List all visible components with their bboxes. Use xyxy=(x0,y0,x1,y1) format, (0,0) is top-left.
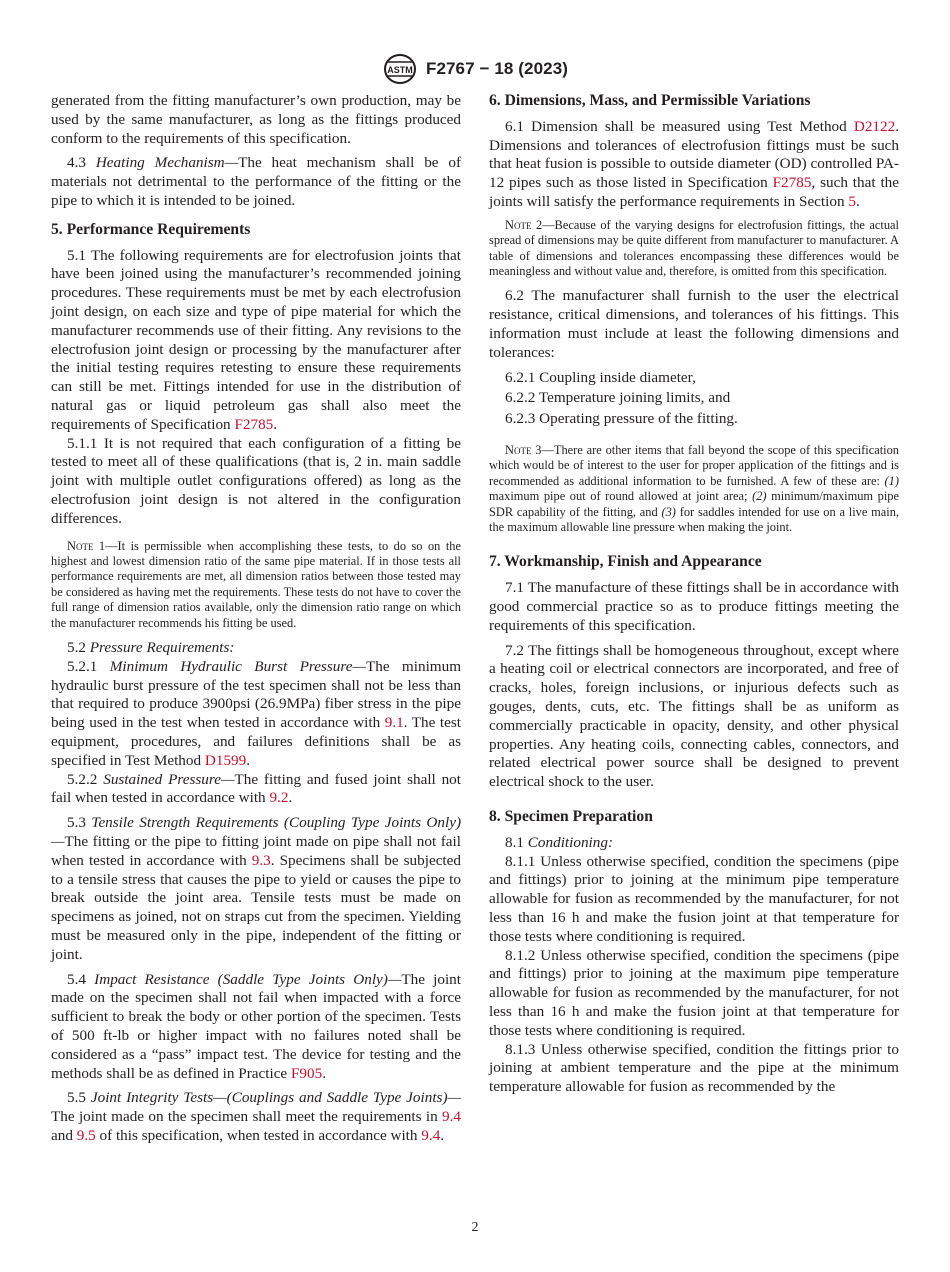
paragraph-8-1: 8.1 Conditioning: xyxy=(505,833,614,851)
ref-f2785[interactable]: F2785 xyxy=(234,415,274,433)
ref-9-4[interactable]: 9.4 xyxy=(442,1108,461,1126)
section-5-heading: 5. Performance Requirements xyxy=(51,220,251,238)
ref-d2122[interactable]: D2122 xyxy=(853,117,896,135)
ref-9-5[interactable]: 9.5 xyxy=(76,1126,96,1144)
paragraph-5-3: 5.3 Tensile Strength Requirements (Coupling Type Joints Only)—The fitting or the pipe to fitting joint made on pipe shall not fail when tested in accordance with 9.3. Specimens shall be subjected to a tensile stress that causes the pipe to yield or causes the pipe to break outside the joint area. Tensile tests must be made on specimens as joined, not on straps cut from the specimen. Yielding must be measured only in the pipe, independent of the fitting or joint. xyxy=(51,814,461,963)
ref-9-4-second[interactable]: 9.4 xyxy=(421,1126,441,1144)
astm-logo-text: ASTM xyxy=(387,65,413,75)
paragraph-6-2-3: 6.2.3 Operating pressure of the fitting. xyxy=(505,410,738,428)
right-column xyxy=(489,92,899,1097)
paragraph-7-1: 7.1 The manufacture of these fittings shall be in accordance with good commercial practice so as to produce fittings meeting the requirements of this specification. xyxy=(489,579,899,634)
section-8-heading: 8. Specimen Preparation xyxy=(489,807,653,825)
ref-9-1[interactable]: 9.1 xyxy=(384,714,404,732)
paragraph-4-3: 4.3 Heating Mechanism—The heat mechanism shall be of materials not detrimental to the performance of the fitting or the pipe to which it is intended to be joined. xyxy=(51,154,462,209)
ref-section-5[interactable]: 5 xyxy=(848,192,856,210)
paragraph-5-2-1: 5.2.1 Minimum Hydraulic Burst Pressure—The minimum hydraulic burst pressure of the test specimen shall not be less than that required to produce 3900psi (26.9MPa) fiber stress in the pipe being used in the test when tested in accordance with 9.1. The test equipment, procedures, and failures definitions shall be as specified in Test Method D1599. xyxy=(51,657,462,769)
left-column xyxy=(51,92,461,1152)
section-6-heading: 6. Dimensions, Mass, and Permissible Variations xyxy=(489,92,811,109)
ref-f905[interactable]: F905 xyxy=(290,1064,323,1082)
paragraph-6-1: 6.1 Dimension shall be measured using Test Method D2122. Dimensions and tolerances of electrofusion fittings must be such that heat fusion is possible to outside diameter (OD) controlled PA-12 pipes such as those listed in Specification F2785, such that the joints will satisfy the performance requirements in Section 5. xyxy=(489,117,899,210)
document-designation: F2767 − 18 (2023) xyxy=(425,59,569,78)
paragraph-8-1-2: 8.1.2 Unless otherwise specified, condition the specimens (pipe and fittings) prior to joining at the maximum pipe temperature allowable for fusion as recommended by the manufacturer, for not less than 16 h and make the fusion joint at that temperature for those tests where conditioning is required. xyxy=(489,946,899,1039)
paragraph-8-1-1: 8.1.1 Unless otherwise specified, condition the specimens (pipe and fittings) prior to joining at the minimum pipe temperature allowable for fusion as recommended by the manufacturer, for not less than 16 h and make the fusion joint at that temperature for those tests where conditioning is required. xyxy=(489,852,899,945)
paragraph-5-1-1: 5.1.1 It is not required that each configuration of a fitting be tested to meet all of these qualifications (that is, 2 in. main saddle joint with multiple outlet configurations offered) as long as the electrofusion joint design is not altered in the configuration differences. xyxy=(51,434,461,527)
paragraph-8-1-3: 8.1.3 Unless otherwise specified, condition the fittings prior to joining at ambient temperature and the pipe at the minimum temperature allowable for fusion as recommended by the xyxy=(489,1040,899,1096)
paragraph-5-1: 5.1 The following requirements are for electrofusion joints that have been joined using the manufacturer’s recommended joining procedures. These requirements must be met by each electrofusion joint design, on each size and type of pipe material for which the manufacturer recommends use of their fitting. Any revisions to the electrofusion joint design or processing by the manufacturer after the initial testing requires retesting to ensure these requirements can still be met. Fittings intended for use in the distribution of natural gas or liquid petroleum gas shall also meet the requirements of Specification F2785. xyxy=(51,246,461,433)
ref-9-3[interactable]: 9.3 xyxy=(251,851,271,869)
paragraph-4-2-continued: generated from the fitting manufacturer’s own production, may be used by the same manufacturer, as long as the fittings produced conform to the requirements of this specification. xyxy=(51,92,461,147)
note-3: Note 3—There are other items that fall beyond the scope of this specification which would be of interest to the user for proper application of the fittings and is recommended as additional information to be furnished. A few of these are: (1) maximum pipe out of round allowed at joint area; (2) minimum/maximum pipe SDR capability of the fitting, and (3) for saddles intended for use on a live main, the maximum allowable line pressure when making the joint. xyxy=(489,442,900,535)
paragraph-5-2: 5.2 Pressure Requirements: xyxy=(67,638,235,656)
ref-f2785-right[interactable]: F2785 xyxy=(772,174,812,192)
paragraph-7-2: 7.2 The fittings shall be homogeneous throughout, except where a heating coil or electrical connectors are incorporated, and free of cracks, holes, foreign inclusions, or injurious defects such as gouges, dents, cuts, etc. The fittings shall be as uniform as commercially practicable in opacity, density, and other physical properties. Any heating coils, connecting cables, connectors, and related electrical power source shall be designed to prevent electrical shock to the user. xyxy=(489,641,899,791)
paragraph-6-2-2: 6.2.2 Temperature joining limits, and xyxy=(505,389,731,407)
page-number: 2 xyxy=(471,1220,479,1235)
ref-d1599[interactable]: D1599 xyxy=(204,751,247,769)
astm-logo-icon xyxy=(382,53,418,85)
paragraph-6-2: 6.2 The manufacturer shall furnish to the user the electrical resistance, critical dimensions, and tolerances of his fittings. This information must include at least the following dimensions and tolerances: xyxy=(489,287,899,361)
paragraph-5-2-2: 5.2.2 Sustained Pressure—The fitting and fused joint shall not fail when tested in accordance with 9.2. xyxy=(51,770,461,807)
paragraph-6-2-1: 6.2.1 Coupling inside diameter, xyxy=(505,368,696,386)
ref-9-2[interactable]: 9.2 xyxy=(269,789,289,807)
paragraph-5-4: 5.4 Impact Resistance (Saddle Type Joints Only)—The joint made on the specimen shall not fail when impacted with a force sufficient to break the body or other portion of the specimen. Tests of 500 ft-lb or higher impact with no failures noted shall be considered as a “pass” impact test. The device for testing and the methods shall be as defined in Practice F905. xyxy=(51,970,461,1082)
page-header xyxy=(0,52,950,86)
note-1: Note 1—It is permissible when accomplishing these tests, to do so on the highest and lowest dimension ratio of the same pipe material. If in those tests all performance requirements are met, all dimension ratios between those tested may be considered as having met the requirements. These tests do not have to cover the full range of dimension ratios available, only the dimension ratio range on which the manufacturer recommends his fitting be used. xyxy=(51,538,461,630)
section-7-heading: 7. Workmanship, Finish and Appearance xyxy=(489,553,762,571)
paragraph-5-5: 5.5 Joint Integrity Tests—(Couplings and Saddle Type Joints)—The joint made on the specimen shall meet the requirements in 9.4 and 9.5 of this specification, when tested in accordance with 9.4. xyxy=(51,1089,462,1144)
note-2: Note 2—Because of the varying designs for electrofusion fittings, the actual spread of dimensions may be quite different from manufacturer to manufacturer. A table of dimensions and tolerances encompassing these differences would be meaningless and without value and, therefore, is omitted from this specification. xyxy=(489,217,899,278)
